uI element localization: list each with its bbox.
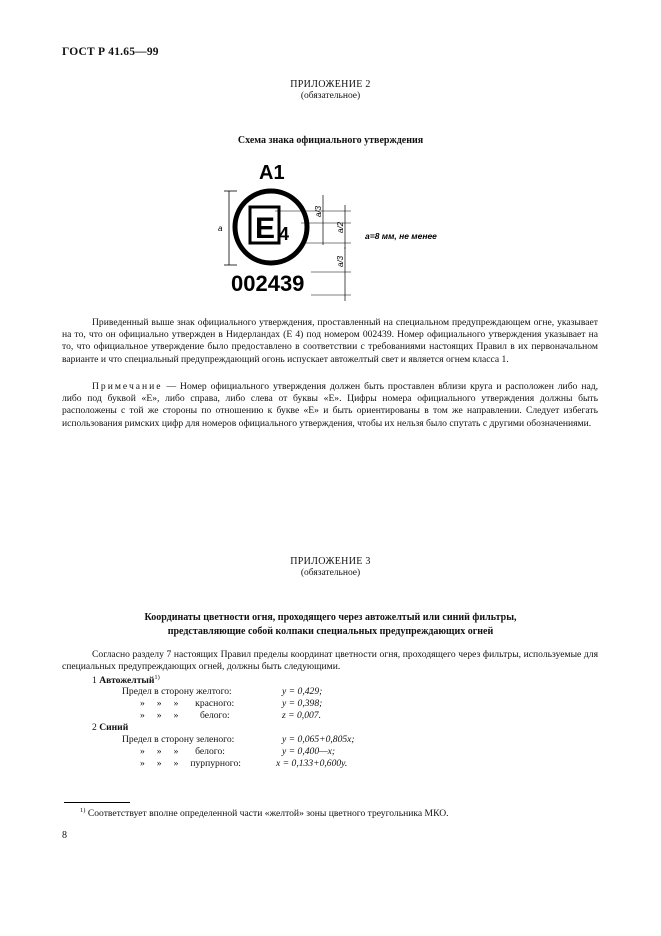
appendix2-title: ПРИЛОЖЕНИЕ 2 — [290, 79, 371, 90]
document-id: ГОСТ Р 41.65—99 — [62, 46, 159, 58]
section2-label: Синий — [99, 722, 129, 733]
section1-footnote-mark: 1) — [154, 674, 160, 681]
appendix3-heading-line1: Координаты цветности огня, проходящего через автожелтый или синий фильтры, — [144, 612, 517, 623]
sec1-row-formula: z = 0,007. — [282, 710, 321, 721]
section2-heading — [92, 722, 128, 733]
footnote-text: Соответствует вполне определенной части «желтой» зоны цветного треугольника МКО. — [87, 808, 449, 820]
appendix2-subtitle: (обязательное) — [300, 91, 361, 101]
country-code: 4 — [279, 224, 290, 244]
sec2-row-formula: y = 0,065+0,805x; — [282, 734, 355, 745]
dim-a-label: a — [218, 224, 223, 233]
appendix3-title: ПРИЛОЖЕНИЕ 3 — [290, 556, 371, 567]
e-letter: E — [255, 212, 276, 245]
section1-label: Автожелтый — [99, 675, 155, 687]
sec2-row-label: » » » белого: — [140, 746, 225, 757]
appendix3-subtitle: (обязательное) — [300, 568, 361, 578]
section1-heading — [92, 674, 160, 686]
appendix3-heading-line2: представляющие собой колпаки специальных предупреждающих огней — [167, 626, 494, 637]
sec2-row-label: Предел в сторону зеленого: — [122, 734, 235, 745]
sec1-row-label: Предел в сторону желтого: — [122, 686, 232, 697]
section2-number: 2 — [92, 722, 97, 733]
sec2-row-label: » » » пурпурного: — [140, 758, 241, 769]
footnote-divider — [64, 802, 130, 803]
sec1-row-formula: y = 0,398; — [282, 698, 323, 709]
footnote-mark: 1) — [80, 807, 86, 814]
dim-a3-label: a/3 — [314, 205, 323, 217]
appendix2-paragraph: Приведенный выше знак официального утверждения, проставленный на специальном предупреждающем огне, указывает на то, что он официально утвержден в Нидерландах (E 4) под номером 002439. Номер официального утверждения указывает на то, что официальное утверждение было предоставлено в соответствии с требованиями настоящих Правил в их первоначальном варианте и что специальный предупреждающий огонь испускает автожелтый свет и является огнем класса 1. — [62, 317, 598, 365]
section1-number: 1 — [92, 675, 97, 687]
appendix3-intro: Согласно разделу 7 настоящих Правил пределы координат цветности огня, проходящего через фильтры, используемые для специальных предупреждающих огней, должны быть следующими. — [62, 649, 598, 673]
class-label: A1 — [259, 162, 285, 184]
page-number: 8 — [62, 830, 67, 841]
sec2-row-formula: x = 0,133+0,600y. — [276, 758, 348, 769]
sec1-row-label: » » » белого: — [140, 710, 230, 721]
sec1-row-formula: y = 0,429; — [282, 686, 323, 697]
approval-number: 002439 — [231, 271, 305, 296]
sec2-row-formula: y = 0,400—x; — [282, 746, 336, 757]
dim-a2-label: a/2 — [336, 221, 345, 233]
appendix2-heading: Схема знака официального утверждения — [237, 135, 424, 146]
note-label: Примечание — [92, 381, 163, 392]
sec1-row-label: » » » красного: — [140, 698, 235, 709]
appendix2-note — [62, 381, 598, 430]
size-note: a=8 мм, не менее — [365, 231, 437, 241]
dim-a3-bottom-label: a/3 — [336, 255, 345, 267]
footnote — [80, 807, 449, 819]
note-text: — Номер официального утверждения должен быть проставлен вблизи круга и расположен либо над, либо под буквой «E», либо справа, либо слева от буквы «E». Цифры номера официального утверждения должны быть расположены с той же стороны по отношению к букве «E» и быть ориентированы в том же направлении. Следует избегать использования римских цифр для номеров официального утверждения, чтобы их нельзя было спутать с другими обозначениями. — [62, 381, 598, 429]
approval-mark-figure — [205, 155, 465, 310]
